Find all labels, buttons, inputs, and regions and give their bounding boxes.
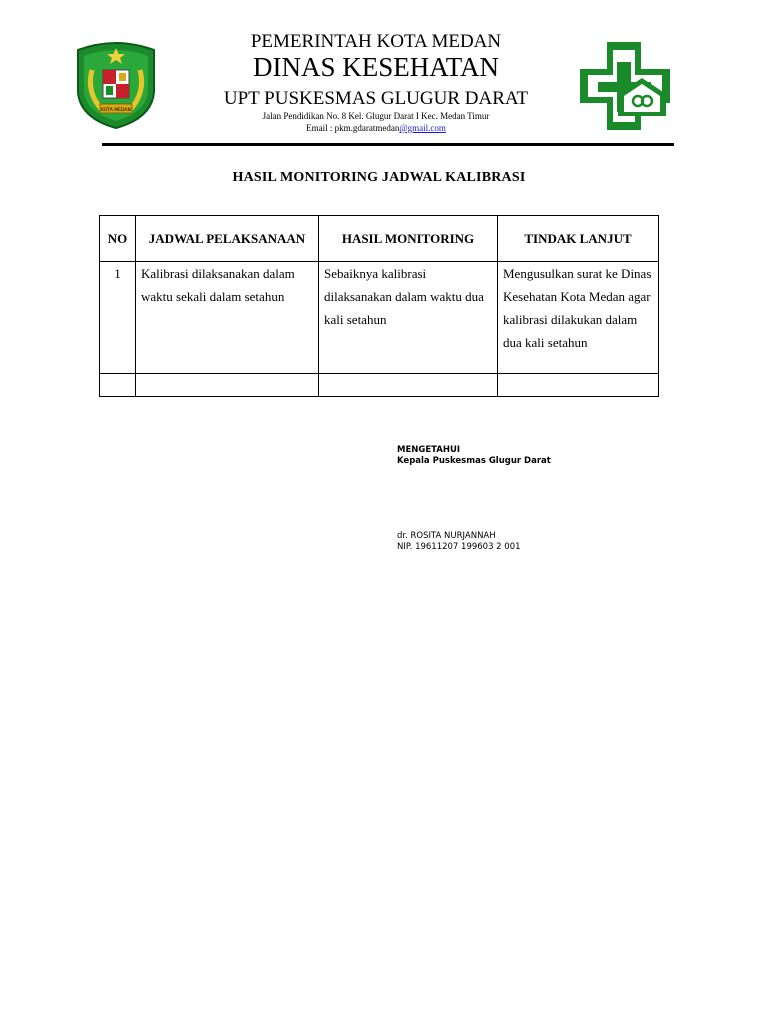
puskesmas-logo-icon: [576, 38, 674, 134]
header-divider: [102, 143, 674, 146]
signature-label: MENGETAHUI: [397, 445, 461, 455]
cell-no: [100, 374, 136, 397]
table-header-row: [100, 216, 659, 262]
cell-hasil: [319, 374, 498, 397]
kota-medan-seal-icon: [72, 40, 160, 130]
header-tindak: TINDAK LANJUT: [498, 216, 659, 262]
cell-jadwal: [136, 374, 319, 397]
email-label: Email : pkm.gdaratmedan: [306, 123, 400, 133]
header-hasil: HASIL MONITORING: [319, 216, 498, 262]
header-unit: UPT PUSKESMAS GLUGUR DARAT: [223, 88, 529, 109]
header-department: DINAS KESEHATAN: [252, 52, 500, 82]
cell-jadwal: Kalibrasi dilaksanakan dalam waktu sekali dalam setahun: [136, 262, 319, 374]
signature-position: Kepala Puskesmas Glugur Darat: [397, 456, 551, 466]
document-title: HASIL MONITORING JADWAL KALIBRASI: [232, 170, 526, 185]
cell-tindak: Mengusulkan surat ke Dinas Kesehatan Kota Medan agar kalibrasi dilakukan dalam dua kali setahun: [498, 262, 659, 374]
signature-name: dr. ROSITA NURJANNAH: [397, 531, 496, 541]
email-link[interactable]: @gmail.com: [399, 123, 446, 133]
header-government: PEMERINTAH KOTA MEDAN: [250, 31, 502, 52]
header-address: Jalan Pendidikan No. 8 Kel. Glugur Darat I Kec. Medan Timur: [262, 111, 490, 121]
cell-tindak: [498, 374, 659, 397]
header-no: NO: [100, 216, 136, 262]
header-email: [160, 123, 592, 133]
monitoring-table: [99, 215, 659, 397]
table-row: [100, 374, 659, 397]
signature-block: [397, 531, 521, 553]
header-jadwal: JADWAL PELAKSANAAN: [136, 216, 319, 262]
cell-no: 1: [100, 262, 136, 374]
cell-hasil: Sebaiknya kalibrasi dilaksanakan dalam waktu dua kali setahun: [319, 262, 498, 374]
seal-text: KOTA MEDAN: [101, 108, 131, 113]
table-row: [100, 262, 659, 374]
signature-header: [397, 445, 551, 467]
signature-nip: NIP. 19611207 199603 2 001: [397, 542, 521, 552]
